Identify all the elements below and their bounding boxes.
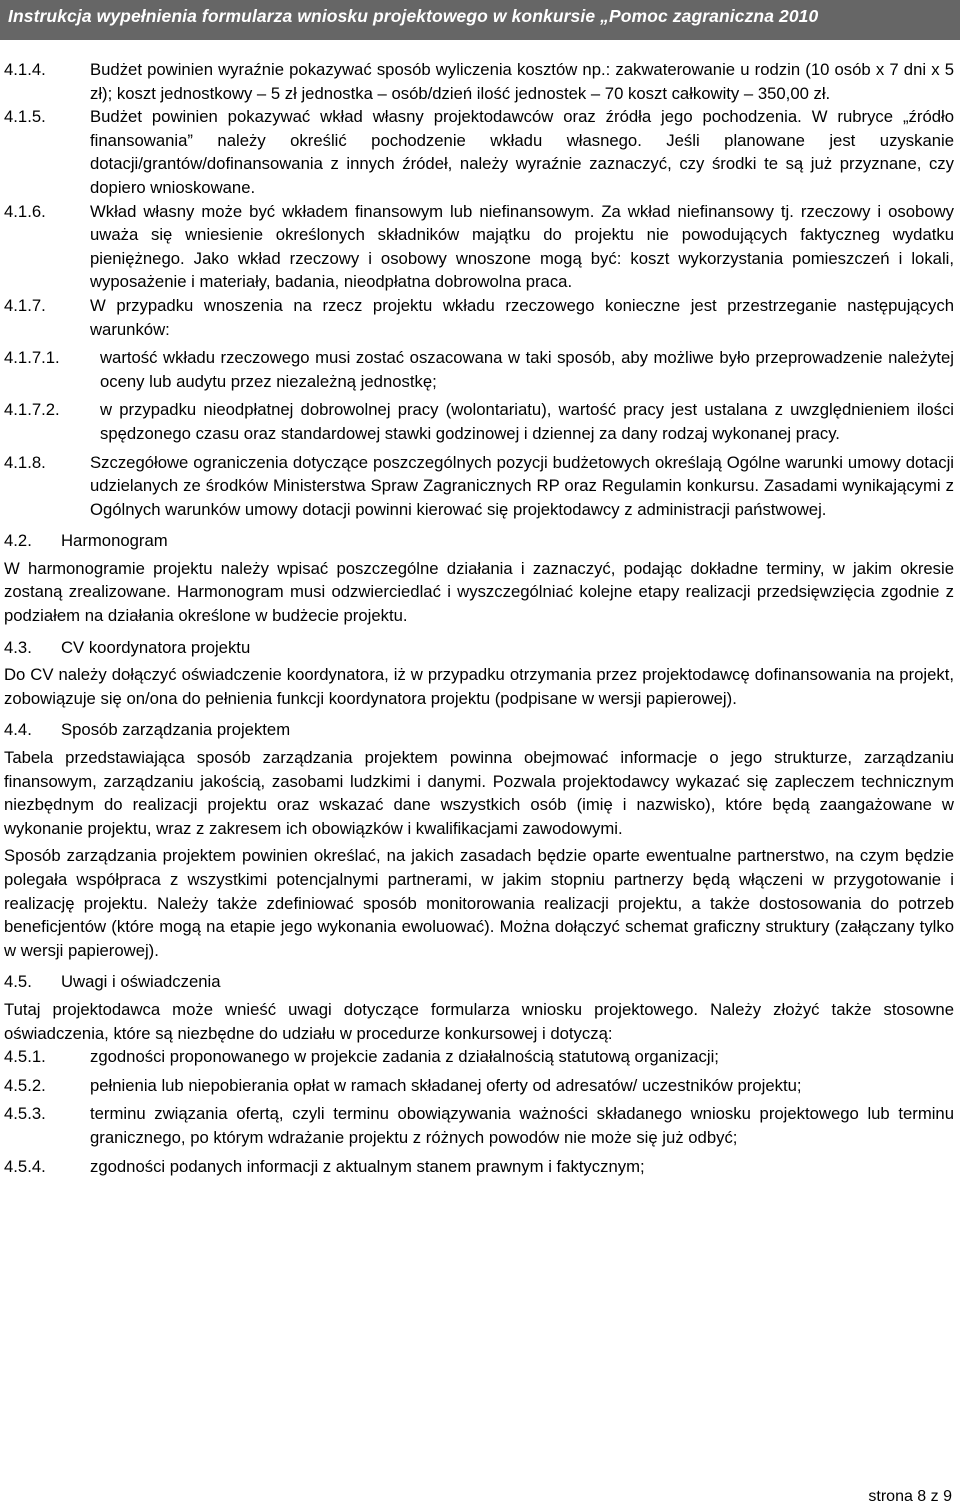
item-text: pełnienia lub niepobierania opłat w ramach składanej oferty od adresatów/ uczestników projektu; <box>90 1075 802 1095</box>
item-text: W przypadku wnoszenia na rzecz projektu wkładu rzeczowego konieczne jest przestrzeganie następujących warunków: <box>90 295 954 339</box>
list-item <box>4 1074 954 1098</box>
section-title: CV koordynatora projektu <box>61 637 251 657</box>
list-item <box>4 1155 954 1179</box>
item-number: 4.1.7.2. <box>4 400 60 420</box>
section-title: Harmonogram <box>61 531 168 551</box>
item-number: 4.1.7.1. <box>4 348 60 368</box>
item-text: Wkład własny może być wkładem finansowym lub niefinansowym. Za wkład niefinansowy tj. rzeczowy i osobowy uważa się wniesienie określonych składników majątku do projektu nie powodujących faktyczneg wydatku pieniężnego. Jako wkład rzeczowy i osobowy wnoszone mogą być: koszt wykorzystania pomieszczeń i lokali, wyposażenie i materiały, badania, nieodpłatna dobrowolna praca. <box>90 201 954 292</box>
item-number: 4.1.7. <box>4 295 46 315</box>
list-item <box>4 346 954 393</box>
page-header <box>0 0 960 40</box>
list-item <box>4 1045 954 1069</box>
section-number: 4.5. <box>4 972 32 992</box>
item-number: 4.5.4. <box>4 1156 46 1176</box>
page-number: strona 8 z 9 <box>868 1488 952 1505</box>
item-text: w przypadku nieodpłatnej dobrowolnej pracy (wolontariatu), wartość pracy jest ustalana z uwzględnieniem ilości spędzonego czasu oraz standardowej stawki godzinowej i dziennej za dany rodzaj wykonanej pracy. <box>100 400 954 443</box>
section-number: 4.2. <box>4 531 32 551</box>
item-number: 4.5.3. <box>4 1104 46 1124</box>
section-heading <box>4 636 954 660</box>
list-item <box>4 1102 954 1149</box>
item-number: 4.1.8. <box>4 452 46 472</box>
item-text: Budżet powinien pokazywać wkład własny projektodawców oraz źródła jego pochodzenia. W rubryce „źródło finansowania” należy określić pochodzenie wkładu własnego. Jeśli planowane jest uzyskanie dotacji/grantów/dofinansowania z innych źródeł, należy wyraźnie zaznaczyć, czy środki te są już przyznane, czy dopiero wnioskowane. <box>90 107 954 197</box>
document-body <box>4 58 954 1178</box>
section-number: 4.4. <box>4 720 32 740</box>
list-item <box>4 200 954 294</box>
item-text: Budżet powinien wyraźnie pokazywać sposób wyliczenia kosztów np.: zakwaterowanie u rodzin (10 osób x 7 dni x 5 zł); koszt jednostkowy – 5 zł jednostka – osób/dzień ilość jednostek – 70 koszt całkowity – 350,00 zł. <box>90 60 954 103</box>
paragraph: Tabela przedstawiająca sposób zarządzania projektem powinna obejmować informacje o jego strukturze, zarządzaniu finansowym, zarządzaniu jakością, zasobami ludzkimi i danymi. Pozwala projektodawcy wykazać się zapleczem technicznym niezbędnym do realizacji projektu oraz wskazać dane wszystkich osób (imię i nazwisko), które będą zaangażowane w wykonanie projektu, wraz z zakresem ich obowiązków i kwalifikacjami zawodowymi. <box>4 748 954 838</box>
paragraph: Do CV należy dołączyć oświadczenie koordynatora, iż w przypadku otrzymania przez projektodawcę dofinansowania na projekt, zobowiązuje się on/ona do pełnienia funkcji koordynatora projektu (podpisane w wersji papierowej). <box>4 665 954 708</box>
list-item <box>4 105 954 199</box>
section-heading <box>4 718 954 742</box>
paragraph: Tutaj projektodawca może wnieść uwagi dotyczące formularza wniosku projektowego. Należy złożyć także stosowne oświadczenia, które są niezbędne do udziału w procedurze konkursowej i dotyczą: <box>4 999 954 1043</box>
item-text: zgodności proponowanego w projekcie zadania z działalnością statutową organizacji; <box>90 1047 719 1067</box>
header-title: Instrukcja wypełnienia formularza wniosku projektowego w konkursie „Pomoc zagraniczna 2010 <box>8 6 819 26</box>
section-title: Uwagi i oświadczenia <box>61 972 221 992</box>
item-text: terminu związania ofertą, czyli terminu obowiązywania ważności składanego wniosku projektowego lub terminu granicznego, po którym wdrażanie projektu z różnych powodów nie może się już odbyć; <box>90 1104 954 1147</box>
section-title: Sposób zarządzania projektem <box>61 720 291 740</box>
item-text: zgodności podanych informacji z aktualnym stanem prawnym i faktycznym; <box>90 1156 645 1176</box>
list-item <box>4 398 954 445</box>
item-number: 4.1.4. <box>4 60 46 79</box>
list-item <box>4 294 954 341</box>
item-text: wartość wkładu rzeczowego musi zostać oszacowana w taki sposób, aby możliwe było przeprowadzenie należytej oceny lub audytu przez niezależną jednostkę; <box>100 348 954 391</box>
item-number: 4.5.2. <box>4 1075 46 1095</box>
list-item <box>4 58 954 105</box>
paragraph: Sposób zarządzania projektem powinien określać, na jakich zasadach będzie oparte ewentualne partnerstwo, na czym będzie polegała współpraca z wszystkimi potencjalnymi partnerami, w jakim stopniu partnerzy będą włączeni w przygotowanie i realizację projektu. Należy także zdefiniować sposób monitorowania realizacji projektu, a także dostosowania do potrzeb beneficjentów (które mogą na etapie jego wykonania ewoluować). Można dołączyć schemat graficzny struktury (załączany tylko w wersji papierowej). <box>4 846 954 960</box>
paragraph: W harmonogramie projektu należy wpisać poszczególne działania i zaznaczyć, podając dokładne terminy, w jakim okresie zostaną zrealizowane. Harmonogram musi odzwierciedlać i wyszczególniać kolejne etapy realizacji przedsięwzięcia zgodnie z podziałem na działania określone w budżecie projektu. <box>4 558 954 626</box>
section-heading <box>4 970 954 994</box>
list-item <box>4 451 954 522</box>
item-number: 4.1.6. <box>4 201 46 221</box>
section-heading <box>4 529 954 553</box>
item-number: 4.5.1. <box>4 1047 46 1067</box>
item-text: Szczegółowe ograniczenia dotyczące poszczególnych pozycji budżetowych określają Ogólne warunki umowy dotacji udzielanych ze środków Ministerstwa Spraw Zagranicznych RP oraz Regulamin konkursu. Zasadami wynikającymi z Ogólnych warunków umowy dotacji powinni kierować się projektodawcy z administracji państwowej. <box>90 452 954 519</box>
section-number: 4.3. <box>4 637 32 657</box>
item-number: 4.1.5. <box>4 107 46 127</box>
